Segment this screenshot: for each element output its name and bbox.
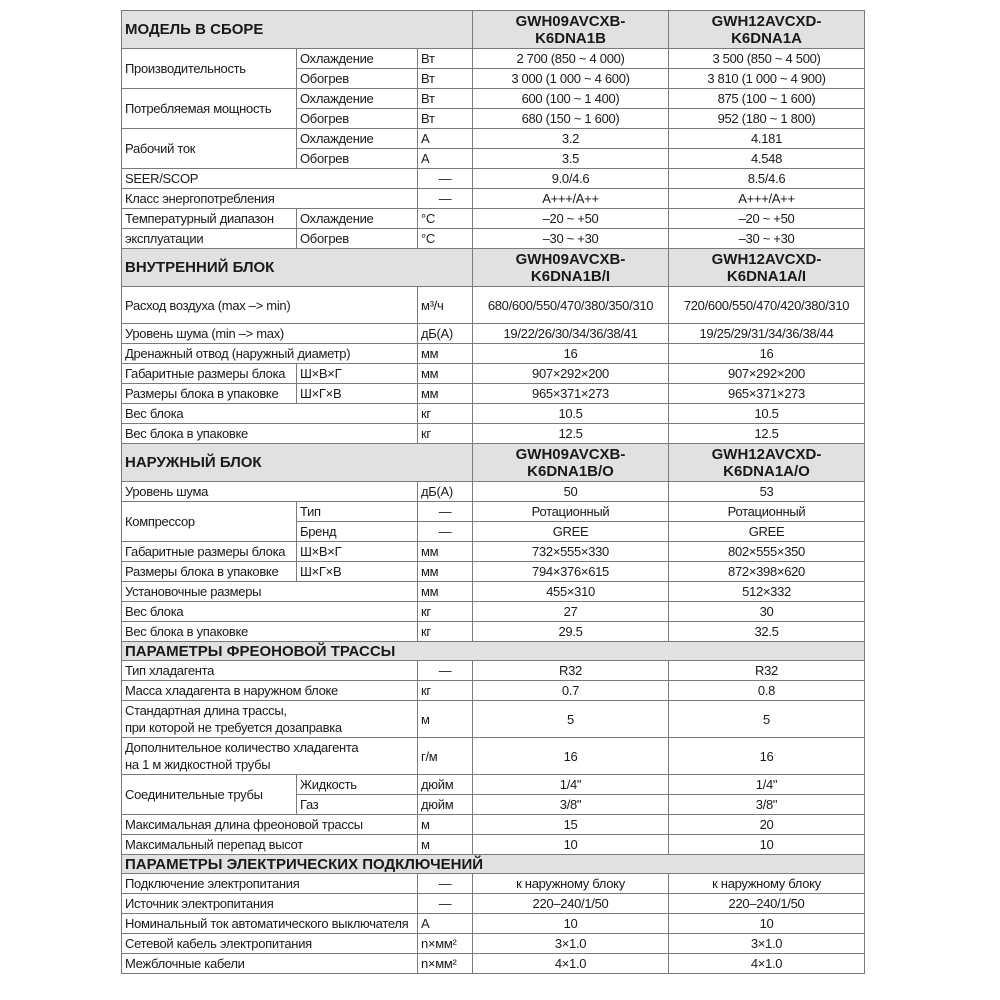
row-sublabel: Охлаждение [297, 209, 418, 229]
row-unit: дюйм [418, 775, 473, 795]
value-model-1: 16 [473, 344, 669, 364]
value-model-1: –20 ~ +50 [473, 209, 669, 229]
section-header-outdoor [122, 444, 865, 482]
row-unit: А [418, 129, 473, 149]
row-unit: мм [418, 562, 473, 582]
row-unit: — [418, 661, 473, 681]
value-model-2: 16 [669, 738, 865, 775]
row-unit: n×мм² [418, 934, 473, 954]
specification-table [121, 10, 865, 974]
value-model-1: 455×310 [473, 582, 669, 602]
value-model-2: A+++/A++ [669, 189, 865, 209]
table-row [122, 934, 865, 954]
section-header-freon [122, 642, 865, 661]
table-row [122, 602, 865, 622]
value-model-1: 794×376×615 [473, 562, 669, 582]
row-label: Расход воздуха (max –> min) [122, 287, 418, 324]
row-unit: кг [418, 404, 473, 424]
value-model-1: Ротационный [473, 502, 669, 522]
table-row [122, 542, 865, 562]
row-label: Установочные размеры [122, 582, 418, 602]
value-model-2: 10.5 [669, 404, 865, 424]
row-unit: кг [418, 602, 473, 622]
table-row [122, 364, 865, 384]
value-model-2: 3 810 (1 000 ~ 4 900) [669, 69, 865, 89]
value-model-1: R32 [473, 661, 669, 681]
row-unit: — [418, 874, 473, 894]
value-model-2: 3/8" [669, 795, 865, 815]
row-unit: Вт [418, 89, 473, 109]
table-row [122, 189, 865, 209]
row-unit: м [418, 835, 473, 855]
table-row [122, 661, 865, 681]
value-model-1: 15 [473, 815, 669, 835]
value-model-2: 220–240/1/50 [669, 894, 865, 914]
row-label: Сетевой кабель электропитания [122, 934, 418, 954]
row-label: Дренажный отвод (наружный диаметр) [122, 344, 418, 364]
value-model-2: 30 [669, 602, 865, 622]
value-model-1: 680/600/550/470/380/350/310 [473, 287, 669, 324]
row-label: Компрессор [122, 502, 297, 542]
row-label: Производительность [122, 49, 297, 89]
table-row [122, 49, 865, 69]
row-label: Класс энергопотребления [122, 189, 418, 209]
table-row [122, 129, 865, 149]
value-model-2: R32 [669, 661, 865, 681]
row-label: Рабочий ток [122, 129, 297, 169]
table-row [122, 562, 865, 582]
row-label-continued: эксплуатации [122, 229, 297, 249]
value-model-1: 600 (100 ~ 1 400) [473, 89, 669, 109]
row-label: Подключение электропитания [122, 874, 418, 894]
row-unit: Вт [418, 69, 473, 89]
row-unit: Вт [418, 49, 473, 69]
value-model-1: 3×1.0 [473, 934, 669, 954]
row-unit: А [418, 914, 473, 934]
row-sublabel: Обогрев [297, 109, 418, 129]
row-sublabel: Жидкость [297, 775, 418, 795]
row-unit: м³/ч [418, 287, 473, 324]
row-label: Вес блока [122, 602, 418, 622]
table-row [122, 894, 865, 914]
table-row [122, 404, 865, 424]
value-model-2: 4.548 [669, 149, 865, 169]
value-model-1: 50 [473, 482, 669, 502]
row-sublabel: Охлаждение [297, 49, 418, 69]
row-sublabel: Тип [297, 502, 418, 522]
row-label: Габаритные размеры блока [122, 542, 297, 562]
row-unit: — [418, 502, 473, 522]
value-model-1: 680 (150 ~ 1 600) [473, 109, 669, 129]
row-unit: °C [418, 229, 473, 249]
value-model-2: 10 [669, 835, 865, 855]
value-model-2: 5 [669, 701, 865, 738]
value-model-1: 12.5 [473, 424, 669, 444]
value-model-2: 20 [669, 815, 865, 835]
row-unit: А [418, 149, 473, 169]
table-row [122, 681, 865, 701]
value-model-2: 12.5 [669, 424, 865, 444]
value-model-1: 27 [473, 602, 669, 622]
row-sublabel: Бренд [297, 522, 418, 542]
value-model-2: 1/4" [669, 775, 865, 795]
table-row [122, 582, 865, 602]
row-unit: n×мм² [418, 954, 473, 974]
section-title-indoor: ВНУТРЕННИЙ БЛОК [122, 249, 473, 287]
row-sublabel: Ш×Г×В [297, 384, 418, 404]
model-name-1: GWH09AVCXB- K6DNA1B/I [473, 249, 669, 287]
row-label: Источник электропитания [122, 894, 418, 914]
value-model-2: 3 500 (850 ~ 4 500) [669, 49, 865, 69]
table-row [122, 384, 865, 404]
row-label: Габаритные размеры блока [122, 364, 297, 384]
table-row [122, 89, 865, 109]
row-unit: кг [418, 681, 473, 701]
row-unit: г/м [418, 738, 473, 775]
row-unit: — [418, 522, 473, 542]
row-label: Размеры блока в упаковке [122, 562, 297, 582]
row-unit: м [418, 815, 473, 835]
value-model-1: 16 [473, 738, 669, 775]
value-model-2: 952 (180 ~ 1 800) [669, 109, 865, 129]
row-label: Масса хладагента в наружном блоке [122, 681, 418, 701]
row-label: Вес блока в упаковке [122, 622, 418, 642]
value-model-1: 9.0/4.6 [473, 169, 669, 189]
value-model-1: 10 [473, 835, 669, 855]
row-unit: — [418, 894, 473, 914]
row-unit: °C [418, 209, 473, 229]
row-label: Максимальный перепад высот [122, 835, 418, 855]
value-model-2: 907×292×200 [669, 364, 865, 384]
row-unit: дБ(А) [418, 324, 473, 344]
value-model-1: 10.5 [473, 404, 669, 424]
value-model-2: Ротационный [669, 502, 865, 522]
value-model-2: 512×332 [669, 582, 865, 602]
table-row [122, 738, 865, 775]
model-name-2: GWH12AVCXD- K6DNA1A [669, 11, 865, 49]
row-label: SEER/SCOP [122, 169, 418, 189]
value-model-2: 720/600/550/470/420/380/310 [669, 287, 865, 324]
model-name-2: GWH12AVCXD- K6DNA1A/O [669, 444, 865, 482]
value-model-1: 5 [473, 701, 669, 738]
row-label: Вес блока [122, 404, 418, 424]
value-model-2: 8.5/4.6 [669, 169, 865, 189]
row-sublabel: Газ [297, 795, 418, 815]
value-model-1: 3.2 [473, 129, 669, 149]
value-model-2: 875 (100 ~ 1 600) [669, 89, 865, 109]
section-header-electric [122, 855, 865, 874]
row-sublabel: Охлаждение [297, 89, 418, 109]
row-unit: мм [418, 542, 473, 562]
table-row [122, 701, 865, 738]
section-header-indoor [122, 249, 865, 287]
row-unit: кг [418, 622, 473, 642]
row-sublabel: Обогрев [297, 69, 418, 89]
row-label: Дополнительное количество хладагента на 1 м жидкостной трубы [122, 738, 418, 775]
row-unit: мм [418, 344, 473, 364]
model-name-1: GWH09AVCXB- K6DNA1B [473, 11, 669, 49]
section-title-model: МОДЕЛЬ В СБОРЕ [122, 11, 473, 49]
row-unit: мм [418, 582, 473, 602]
table-row [122, 482, 865, 502]
row-label: Уровень шума (min –> max) [122, 324, 418, 344]
row-label: Температурный диапазон [122, 209, 297, 229]
value-model-1: GREE [473, 522, 669, 542]
value-model-1: 965×371×273 [473, 384, 669, 404]
value-model-2: GREE [669, 522, 865, 542]
row-label: Соединительные трубы [122, 775, 297, 815]
row-unit: дБ(А) [418, 482, 473, 502]
value-model-1: к наружному блоку [473, 874, 669, 894]
row-unit: дюйм [418, 795, 473, 815]
value-model-1: 19/22/26/30/34/36/38/41 [473, 324, 669, 344]
value-model-1: A+++/A++ [473, 189, 669, 209]
section-header-model [122, 11, 865, 49]
value-model-1: 4×1.0 [473, 954, 669, 974]
value-model-2: 19/25/29/31/34/36/38/44 [669, 324, 865, 344]
row-unit: м [418, 701, 473, 738]
value-model-2: 10 [669, 914, 865, 934]
value-model-1: 907×292×200 [473, 364, 669, 384]
row-unit: кг [418, 424, 473, 444]
value-model-2: 16 [669, 344, 865, 364]
row-unit: — [418, 189, 473, 209]
table-row [122, 815, 865, 835]
row-label: Потребляемая мощность [122, 89, 297, 129]
value-model-1: –30 ~ +30 [473, 229, 669, 249]
row-unit: мм [418, 384, 473, 404]
row-label: Стандартная длина трассы, при которой не требуется дозаправка [122, 701, 418, 738]
row-label: Максимальная длина фреоновой трассы [122, 815, 418, 835]
row-label: Уровень шума [122, 482, 418, 502]
table-row [122, 775, 865, 795]
table-row [122, 502, 865, 522]
table-row [122, 169, 865, 189]
value-model-2: –20 ~ +50 [669, 209, 865, 229]
value-model-1: 3.5 [473, 149, 669, 169]
model-name-2: GWH12AVCXD- K6DNA1A/I [669, 249, 865, 287]
value-model-2: 4.181 [669, 129, 865, 149]
row-unit: Вт [418, 109, 473, 129]
value-model-2: 3×1.0 [669, 934, 865, 954]
value-model-1: 1/4" [473, 775, 669, 795]
row-sublabel: Ш×Г×В [297, 562, 418, 582]
row-sublabel: Охлаждение [297, 129, 418, 149]
table-row [122, 622, 865, 642]
value-model-2: 53 [669, 482, 865, 502]
row-label: Размеры блока в упаковке [122, 384, 297, 404]
row-label: Межблочные кабели [122, 954, 418, 974]
table-row [122, 287, 865, 324]
row-unit: — [418, 169, 473, 189]
value-model-1: 2 700 (850 ~ 4 000) [473, 49, 669, 69]
table-row [122, 835, 865, 855]
row-label: Номинальный ток автоматического выключателя [122, 914, 418, 934]
table-row [122, 424, 865, 444]
table-row [122, 229, 865, 249]
table-row [122, 874, 865, 894]
value-model-2: 0.8 [669, 681, 865, 701]
value-model-1: 220–240/1/50 [473, 894, 669, 914]
section-title-outdoor: НАРУЖНЫЙ БЛОК [122, 444, 473, 482]
value-model-2: 4×1.0 [669, 954, 865, 974]
table-row [122, 914, 865, 934]
section-title-freon: ПАРАМЕТРЫ ФРЕОНОВОЙ ТРАССЫ [122, 642, 865, 661]
section-title-electric: ПАРАМЕТРЫ ЭЛЕКТРИЧЕСКИХ ПОДКЛЮЧЕНИЙ [122, 855, 865, 874]
table-row [122, 344, 865, 364]
table-row [122, 954, 865, 974]
row-label: Тип хладагента [122, 661, 418, 681]
row-sublabel: Ш×В×Г [297, 542, 418, 562]
value-model-2: 802×555×350 [669, 542, 865, 562]
value-model-1: 3 000 (1 000 ~ 4 600) [473, 69, 669, 89]
row-sublabel: Обогрев [297, 149, 418, 169]
row-unit: мм [418, 364, 473, 384]
value-model-2: –30 ~ +30 [669, 229, 865, 249]
value-model-1: 29.5 [473, 622, 669, 642]
value-model-1: 10 [473, 914, 669, 934]
row-label: Вес блока в упаковке [122, 424, 418, 444]
value-model-2: 965×371×273 [669, 384, 865, 404]
model-name-1: GWH09AVCXB- K6DNA1B/O [473, 444, 669, 482]
value-model-2: к наружному блоку [669, 874, 865, 894]
value-model-1: 3/8" [473, 795, 669, 815]
table-row [122, 209, 865, 229]
value-model-1: 732×555×330 [473, 542, 669, 562]
row-sublabel: Ш×В×Г [297, 364, 418, 384]
value-model-2: 32.5 [669, 622, 865, 642]
row-sublabel: Обогрев [297, 229, 418, 249]
table-row [122, 324, 865, 344]
value-model-1: 0.7 [473, 681, 669, 701]
value-model-2: 872×398×620 [669, 562, 865, 582]
